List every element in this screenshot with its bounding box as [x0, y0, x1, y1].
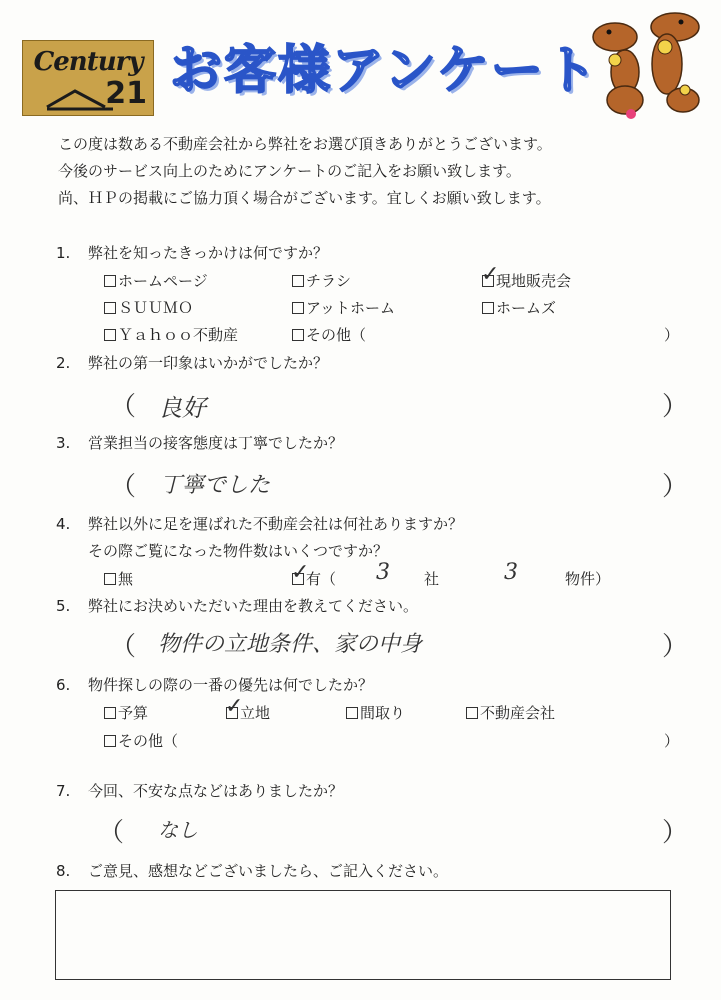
q4-property-count[interactable]: 3	[504, 560, 518, 585]
question-number: 2.	[56, 354, 71, 372]
q4-unit-company: 社	[424, 570, 440, 588]
company-logo	[22, 40, 154, 116]
q1-option-other[interactable]: その他（	[292, 324, 366, 345]
checkbox[interactable]	[104, 275, 116, 287]
mascot-dogs-icon	[585, 2, 710, 120]
question-1	[56, 242, 329, 263]
question-number: 4.	[56, 515, 71, 533]
q7-answer[interactable]: なし	[158, 818, 198, 842]
question-3	[56, 432, 344, 453]
question-text: ご意見、感想などございましたら、ご記入ください。	[88, 862, 449, 880]
checkbox[interactable]	[104, 707, 116, 719]
q1-option-athome[interactable]: アットホーム	[292, 297, 395, 318]
q1-option-homes[interactable]: ホームズ	[482, 297, 556, 318]
intro-line-3: 尚、ＨＰの掲載にご協力頂く場合がございます。宜しくお願い致します。	[58, 189, 551, 207]
intro-line-2: 今後のサービス向上のためにアンケートのご記入をお願い致します。	[58, 162, 521, 180]
q1-option-flyer[interactable]: チラシ	[292, 270, 351, 291]
checkbox[interactable]	[292, 275, 304, 287]
q4-unit-property: 物件）	[565, 570, 611, 588]
q4-company-count[interactable]: 3	[376, 560, 390, 585]
open-paren: （	[110, 632, 137, 662]
close-paren: ）	[662, 472, 689, 502]
page-title: お客様アンケート	[170, 41, 599, 101]
q1-option-suumo[interactable]: ＳＵＵＭＯ	[104, 297, 193, 318]
checkbox[interactable]	[292, 329, 304, 341]
question-8	[56, 860, 449, 881]
checkbox[interactable]	[346, 707, 358, 719]
checkbox[interactable]	[104, 302, 116, 314]
close-paren: ）	[662, 632, 689, 662]
checkbox-checked[interactable]	[481, 262, 500, 287]
checkbox[interactable]	[104, 573, 116, 585]
q1-option-homepage[interactable]: ホームページ	[104, 270, 208, 291]
q4-option-yes[interactable]: ✓ 有（	[291, 560, 337, 588]
close-paren: ）	[662, 392, 689, 422]
question-7	[56, 780, 344, 801]
checkbox[interactable]	[466, 707, 478, 719]
question-text: 弊社の第一印象はいかがでしたか？	[88, 354, 329, 372]
checkmark-icon: ✓	[225, 694, 244, 719]
open-paren: （	[98, 818, 125, 848]
q6-option-layout[interactable]: 間取り	[346, 702, 405, 723]
q6-option-location[interactable]: ✓ 立地	[225, 694, 271, 722]
question-text: 弊社以外に足を運ばれた不動産会社は何社ありますか？	[88, 515, 464, 533]
open-paren: （	[110, 392, 137, 422]
q1-option-open-house[interactable]: ✓ 現地販売会	[481, 262, 572, 290]
comment-box[interactable]	[55, 890, 671, 980]
q4-option-none[interactable]: 無	[104, 568, 133, 589]
checkbox[interactable]	[292, 302, 304, 314]
question-6	[56, 674, 374, 695]
checkbox-checked[interactable]	[225, 694, 244, 719]
question-2	[56, 352, 329, 373]
question-number: 8.	[56, 862, 71, 880]
open-paren: （	[110, 472, 137, 502]
intro-line-1: この度は数ある不動産会社から弊社をお選び頂きありがとうございます。	[58, 135, 552, 153]
question-text: 弊社を知ったきっかけは何ですか？	[88, 244, 329, 262]
question-5	[56, 595, 419, 616]
question-4-sub: その際ご覧になった物件数はいくつですか？	[88, 542, 389, 560]
checkbox-checked[interactable]	[291, 560, 310, 585]
question-text: 弊社にお決めいただいた理由を教えてください。	[88, 597, 419, 615]
question-number: 3.	[56, 434, 71, 452]
checkmark-icon: ✓	[291, 560, 310, 585]
q2-answer[interactable]: 良好	[158, 394, 206, 422]
question-number: 1.	[56, 244, 71, 262]
q6-option-other[interactable]: その他（	[104, 730, 178, 751]
q1-other-close-paren: ）	[664, 326, 680, 344]
close-paren: ）	[662, 818, 689, 848]
q6-option-realtor[interactable]: 不動産会社	[466, 702, 555, 723]
question-number: 5.	[56, 597, 71, 615]
question-text: 今回、不安な点などはありましたか？	[88, 782, 344, 800]
question-number: 6.	[56, 676, 71, 694]
checkbox[interactable]	[104, 329, 116, 341]
q1-option-yahoo[interactable]: Ｙａｈｏｏ不動産	[104, 324, 238, 345]
logo-number: 21	[105, 76, 147, 111]
question-text: 物件探しの際の一番の優先は何でしたか？	[88, 676, 374, 694]
question-4	[56, 513, 464, 534]
q3-answer[interactable]: 丁寧でした	[160, 473, 271, 498]
checkbox[interactable]	[104, 735, 116, 747]
q6-other-close-paren: ）	[664, 732, 680, 750]
checkmark-icon: ✓	[481, 262, 500, 287]
checkbox[interactable]	[482, 302, 494, 314]
question-number: 7.	[56, 782, 71, 800]
question-text: 営業担当の接客態度は丁寧でしたか？	[88, 434, 344, 452]
q5-answer[interactable]: 物件の立地条件、家の中身	[158, 632, 423, 657]
q6-option-budget[interactable]: 予算	[104, 702, 148, 723]
logo-word: Century	[33, 47, 143, 77]
